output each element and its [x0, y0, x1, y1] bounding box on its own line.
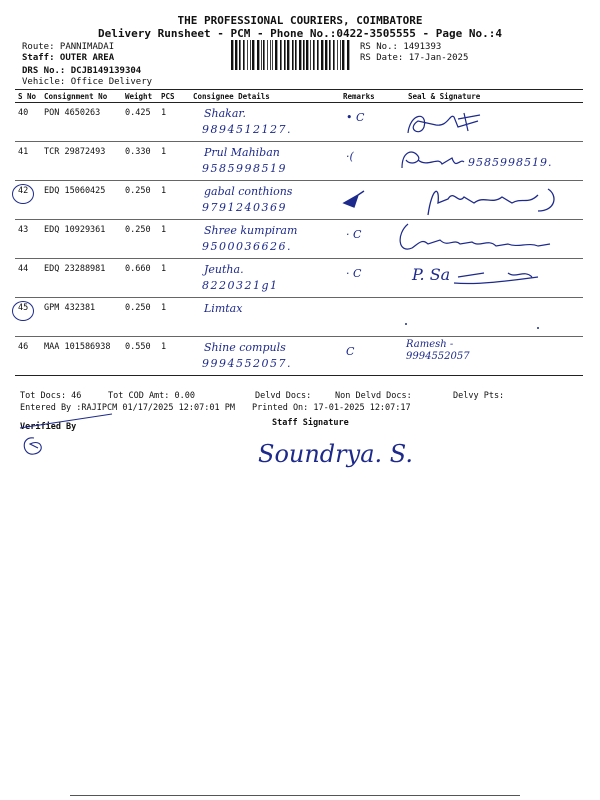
row-seal — [388, 181, 583, 220]
vehicle-label: Vehicle: Office Delivery — [22, 77, 153, 87]
row-seal — [388, 259, 583, 298]
table-header-row — [15, 90, 583, 103]
non-delivered-docs: Non Delvd Docs: — [335, 391, 412, 401]
bottom-divider — [70, 795, 520, 796]
consignee-name: Limtax — [204, 302, 243, 315]
staff-label: Staff: OUTER AREA — [22, 53, 115, 63]
verified-by-signature — [16, 412, 116, 462]
seal-receiver: Ramesh - 9994552057 — [406, 339, 470, 362]
barcode-image — [231, 40, 351, 70]
seal-phone: 9585998519. — [468, 156, 553, 169]
consignee-name: Prul Mahiban — [204, 146, 280, 159]
row-weight: 0.250 — [122, 298, 158, 337]
runsheet-subtitle: Delivery Runsheet - PCM - Phone No.:0422-3505555 - Page No.:4 — [98, 27, 502, 40]
row-sno: 43 — [15, 220, 41, 259]
row-remarks — [340, 298, 388, 337]
row-consignment: TCR 29872493 — [41, 142, 122, 181]
delivered-docs: Delvd Docs: — [255, 391, 312, 401]
row-remarks — [340, 103, 388, 142]
signature-scribble — [388, 181, 583, 221]
row-sno: 46 — [15, 337, 41, 376]
consignee-phone: 9994552057. — [202, 357, 292, 370]
row-pcs: 1 — [158, 337, 190, 376]
row-seal — [388, 337, 583, 376]
row-consignee — [190, 181, 340, 220]
consignee-phone: 9500036626. — [202, 240, 292, 253]
signature-scribble — [388, 220, 583, 260]
route-label: Route: PANNIMADAI — [22, 42, 115, 52]
verified-by-label: Verified By — [20, 422, 77, 432]
drs-number: DRS No.: DCJB149139304 — [22, 66, 142, 76]
row-remarks — [340, 181, 388, 220]
row-remarks — [340, 259, 388, 298]
runsheet-table — [15, 89, 583, 376]
col-pcs: PCS — [158, 90, 190, 103]
row-consignment: EDQ 10929361 — [41, 220, 122, 259]
table-row — [15, 259, 583, 298]
row-consignment: EDQ 15060425 — [41, 181, 122, 220]
printed-on: Printed On: 17-01-2025 12:07:17 — [252, 403, 411, 413]
table-row — [15, 181, 583, 220]
col-seal-signature: Seal & Signature — [388, 90, 583, 103]
row-weight: 0.330 — [122, 142, 158, 181]
row-consignee — [190, 142, 340, 181]
remark-mark: ·( — [346, 150, 354, 163]
row-pcs: 1 — [158, 181, 190, 220]
consignee-phone: 9894512127. — [202, 123, 292, 136]
consignee-name: Shree kumpiram — [204, 224, 298, 237]
remark-mark: • C — [346, 111, 365, 124]
consignee-name: Shine compuls — [204, 341, 286, 354]
row-pcs: 1 — [158, 298, 190, 337]
row-consignment: MAA 101586938 — [41, 337, 122, 376]
rs-number: RS No.: 1491393 — [360, 42, 442, 52]
row-consignment: PON 4650263 — [41, 103, 122, 142]
row-pcs: 1 — [158, 103, 190, 142]
consignee-name: gabal conthions — [204, 185, 293, 198]
rs-date: RS Date: 17-Jan-2025 — [360, 53, 469, 63]
row-remarks — [340, 337, 388, 376]
row-sno-value: 42 — [18, 186, 29, 196]
row-seal — [388, 103, 583, 142]
row-sno: 40 — [15, 103, 41, 142]
row-consignee — [190, 259, 340, 298]
row-weight: 0.250 — [122, 220, 158, 259]
row-pcs: 1 — [158, 259, 190, 298]
row-pcs: 1 — [158, 220, 190, 259]
row-remarks — [340, 142, 388, 181]
row-consignee — [190, 103, 340, 142]
signature-scribble — [388, 259, 583, 299]
seal-initials: P. Sa — [412, 265, 451, 284]
row-sno: 44 — [15, 259, 41, 298]
table-row — [15, 337, 583, 376]
table-row — [15, 103, 583, 142]
row-sno: 41 — [15, 142, 41, 181]
consignee-phone: 9791240369 — [202, 201, 287, 214]
row-seal — [388, 220, 583, 259]
circle-mark — [12, 301, 34, 321]
total-cod-amount: Tot COD Amt: 0.00 — [108, 391, 195, 401]
total-docs: Tot Docs: 46 — [20, 391, 82, 401]
circle-mark — [12, 184, 34, 204]
row-consignee — [190, 337, 340, 376]
row-consignee — [190, 220, 340, 259]
row-sno — [15, 298, 41, 337]
remark-mark: · C — [346, 267, 362, 280]
delivery-points: Delvy Pts: — [453, 391, 505, 401]
row-consignment: GPM 432381 — [41, 298, 122, 337]
remark-scribble — [340, 181, 388, 221]
entered-by: Entered By :RAJIPCM 01/17/2025 12:07:01 PM — [20, 403, 235, 413]
col-consignee: Consignee Details — [190, 90, 340, 103]
consignee-name: Shakar. — [204, 107, 246, 120]
row-consignee — [190, 298, 340, 337]
row-seal — [388, 298, 583, 337]
table-row — [15, 220, 583, 259]
consignee-phone: 9585998519 — [202, 162, 287, 175]
row-weight: 0.550 — [122, 337, 158, 376]
row-consignment: EDQ 23288981 — [41, 259, 122, 298]
row-weight: 0.250 — [122, 181, 158, 220]
col-consignment: Consignment No — [41, 90, 122, 103]
table-row — [15, 298, 583, 337]
ink-dots — [388, 298, 583, 338]
consignee-phone: 8220321g1 — [202, 279, 279, 292]
row-remarks — [340, 220, 388, 259]
consignee-name: Jeutha. — [204, 263, 244, 276]
row-weight: 0.425 — [122, 103, 158, 142]
remark-mark: C — [346, 345, 355, 358]
row-sno — [15, 181, 41, 220]
staff-signature-label: Staff Signature — [272, 418, 349, 428]
staff-signature-ink: Soundrya. S. — [258, 440, 413, 468]
table-row — [15, 142, 583, 181]
company-title: THE PROFESSIONAL COURIERS, COIMBATORE — [177, 14, 423, 27]
signature-scribble — [388, 103, 583, 143]
col-remarks: Remarks — [340, 90, 388, 103]
remark-mark: · C — [346, 228, 362, 241]
row-sno-value: 45 — [18, 303, 29, 313]
row-seal — [388, 142, 583, 181]
col-sno: S No — [15, 90, 41, 103]
row-pcs: 1 — [158, 142, 190, 181]
col-weight: Weight — [122, 90, 158, 103]
row-weight: 0.660 — [122, 259, 158, 298]
